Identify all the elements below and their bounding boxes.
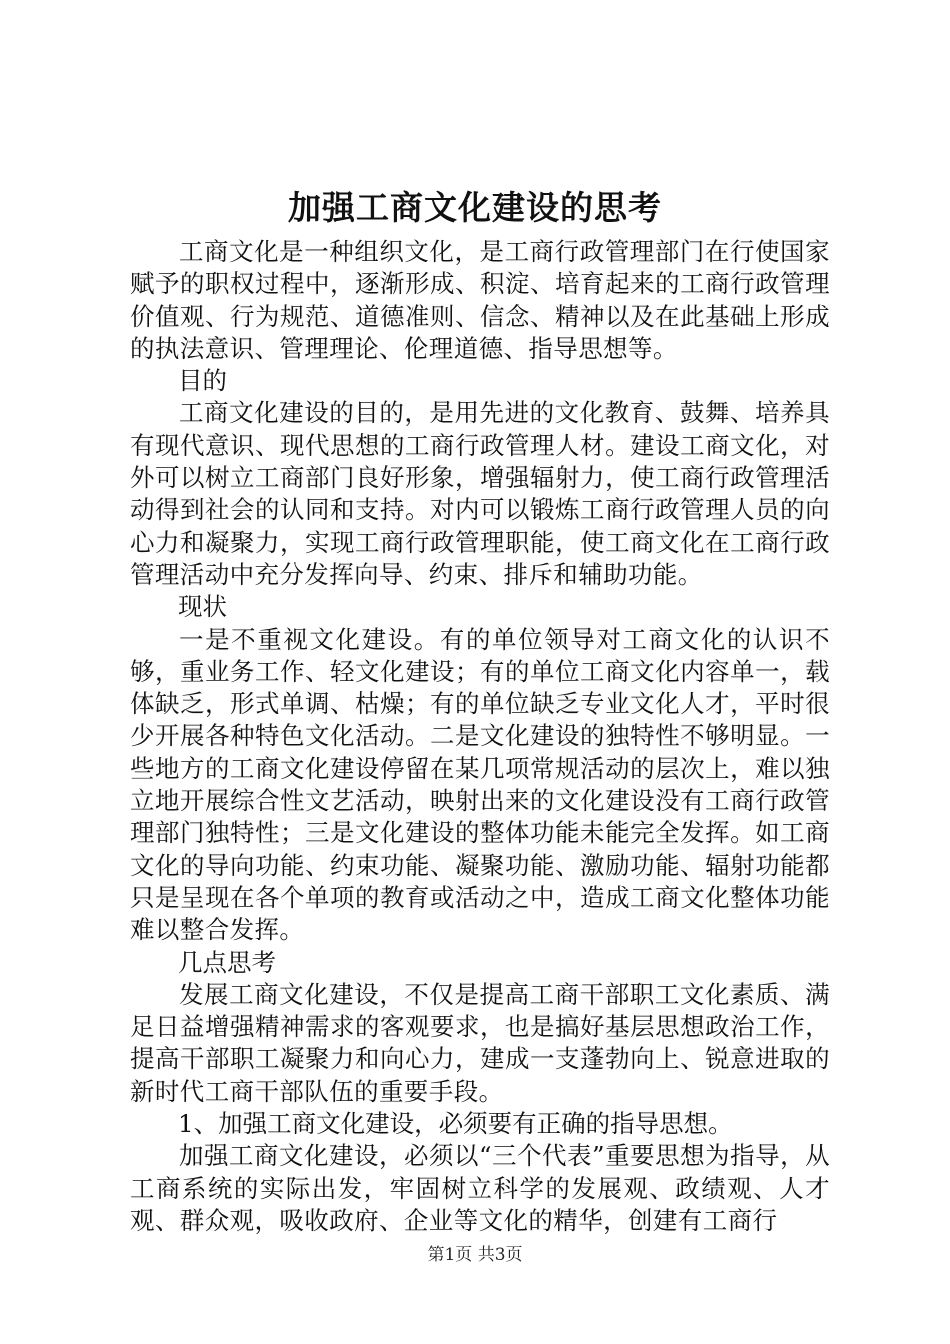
section-heading-purpose: 目的 — [178, 366, 227, 396]
paragraph-intro: 工商文化是一种组织文化，是工商行政管理部门在行使国家赋予的职权过程中，逐渐形成、积淀、培育起来的工商行政管理价值观、行为规范、道德准则、信念、精神以及在此基础上形成的执法意识、管理理论、伦理道德、指导思想等。 — [130, 237, 830, 363]
numbered-point-1: 1、加强工商文化建设，必须要有正确的指导思想。 — [178, 1109, 733, 1139]
document-body — [130, 236, 830, 1237]
paragraph-status: 一是不重视文化建设。有的单位领导对工商文化的认识不够，重业务工作、轻文化建设；有的单位工商文化内容单一，载体缺乏，形式单调、枯燥；有的单位缺乏专业文化人才，平时很少开展各种特色文化活动。二是文化建设的独特性不够明显。一些地方的工商文化建设停留在某几项常规活动的层次上，难以独立地开展综合性文艺活动，映射出来的文化建设没有工商行政管理部门独特性；三是文化建设的整体功能未能完全发挥。如工商文化的导向功能、约束功能、凝聚功能、激励功能、辐射功能都只是呈现在各个单项的教育或活动之中，造成工商文化整体功能难以整合发挥。 — [130, 624, 830, 945]
paragraph-thoughts: 发展工商文化建设，不仅是提高工商干部职工文化素质、满足日益增强精神需求的客观要求，也是搞好基层思想政治工作，提高干部职工凝聚力和向心力，建成一支蓬勃向上、锐意进取的新时代工商干部队伍的重要手段。 — [130, 979, 830, 1106]
page-footer: 第1页 共3页 — [427, 1245, 523, 1265]
paragraph-purpose: 工商文化建设的目的，是用先进的文化教育、鼓舞、培养具有现代意识、现代思想的工商行政管理人材。建设工商文化，对外可以树立工商部门良好形象，增强辐射力，使工商行政管理活动得到社会的认同和支持。对内可以锻炼工商行政管理人员的向心力和凝聚力，实现工商行政管理职能，使工商文化在工商行政管理活动中充分发挥向导、约束、排斥和辅助功能。 — [130, 398, 830, 589]
section-heading-thoughts: 几点思考 — [178, 947, 276, 977]
paragraph-guiding-thought: 加强工商文化建设，必须以“三个代表”重要思想为指导，从工商系统的实际出发，牢固树立科学的发展观、政绩观、人才观、群众观，吸收政府、企业等文化的精华，创建有工商行 — [130, 1141, 830, 1235]
document-title: 加强工商文化建设的思考 — [288, 188, 662, 227]
section-heading-status: 现状 — [178, 592, 227, 622]
